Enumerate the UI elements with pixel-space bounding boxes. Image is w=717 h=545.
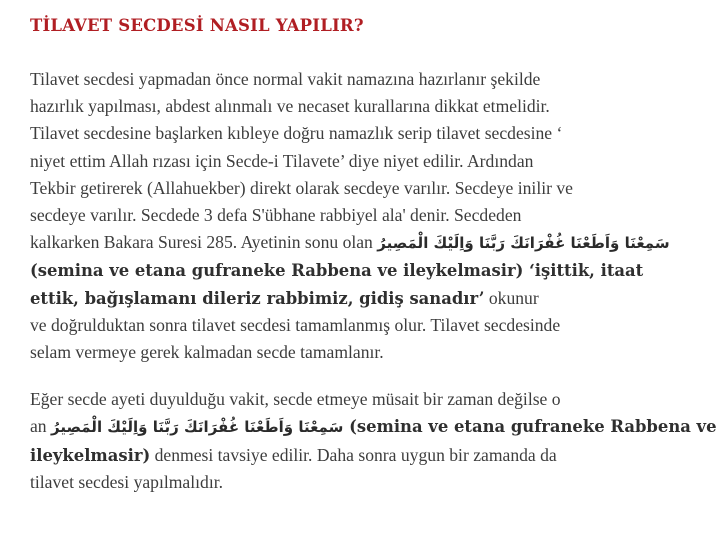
section-heading: TİLAVET SECDESİ NASIL YAPILIR? [30,16,364,35]
arabic-verse: سَمِعْنَا وَاَطَعْنَا غُفْرَانَكَ رَبَّنَا وَاِلَيْكَ الْمَصِيرُ [377,234,670,253]
text-line: selam vermeye gerek kalmadan secde tamamlanır. [30,342,384,363]
transliteration-bold: ileykelmasir) [30,445,151,465]
text-line: Tilavet secdesine başlarken kıbleye doğru namazlık serip tilavet secdesine ‘ [30,123,563,144]
transliteration-line: (semina ve etana gufraneke Rabbena ve ileykelmasir) ‘işittik, itaat [30,261,644,281]
text-line: ve doğrulduktan sonra tilavet secdesi tamamlanmış olur. Tilavet secdesinde [30,314,561,335]
arabic-verse: سَمِعْنَا وَاَطَعْنَا غُفْرَانَكَ رَبَّنَا وَاِلَيْكَ الْمَصِيرُ [51,418,344,437]
text-line [30,229,670,257]
paragraph-1 [30,66,670,366]
paragraph-2 [30,386,717,496]
text-fragment: kalkarken Bakara Suresi 285. Ayetinin sonu olan [30,232,378,253]
text-line: Tilavet secdesi yapmadan önce normal vakit namazına hazırlanır şekilde [30,69,541,89]
text-line [30,442,641,469]
text-line: secdeye varılır. Secdede 3 defa S'übhane rabbiyel ala' denir. Secdeden [30,205,522,226]
text-line: hazırlık yapılması, abdest alınmalı ve necaset kurallarına dikkat etmelidir. [30,96,550,117]
text-line: Eğer secde ayeti duyulduğu vakit, secde etmeye müsait bir zaman değilse o [30,389,561,410]
text-line [30,413,717,441]
text-fragment: an [30,416,52,437]
translation-bold: ettik, bağışlamanı dileriz rabbimiz, gidiş sanadır’ [30,288,485,308]
text-fragment: denmesi tavsiye edilir. Daha sonra uygun bir zamanda da [150,444,557,465]
transliteration-bold: (semina ve etana gufraneke Rabbena ve [343,417,717,437]
text-line: tilavet secdesi yapılmalıdır. [30,471,223,492]
text-line: niyet ettim Allah rızası için Secde-i Tilavete’ diye niyet edilir. Ardından [30,150,534,171]
text-line: Tekbir getirerek (Allahuekber) direkt olarak secdeye varılır. Secdeye inilir ve [30,177,573,198]
text-line [30,285,641,312]
text-fragment: okunur [484,287,539,308]
